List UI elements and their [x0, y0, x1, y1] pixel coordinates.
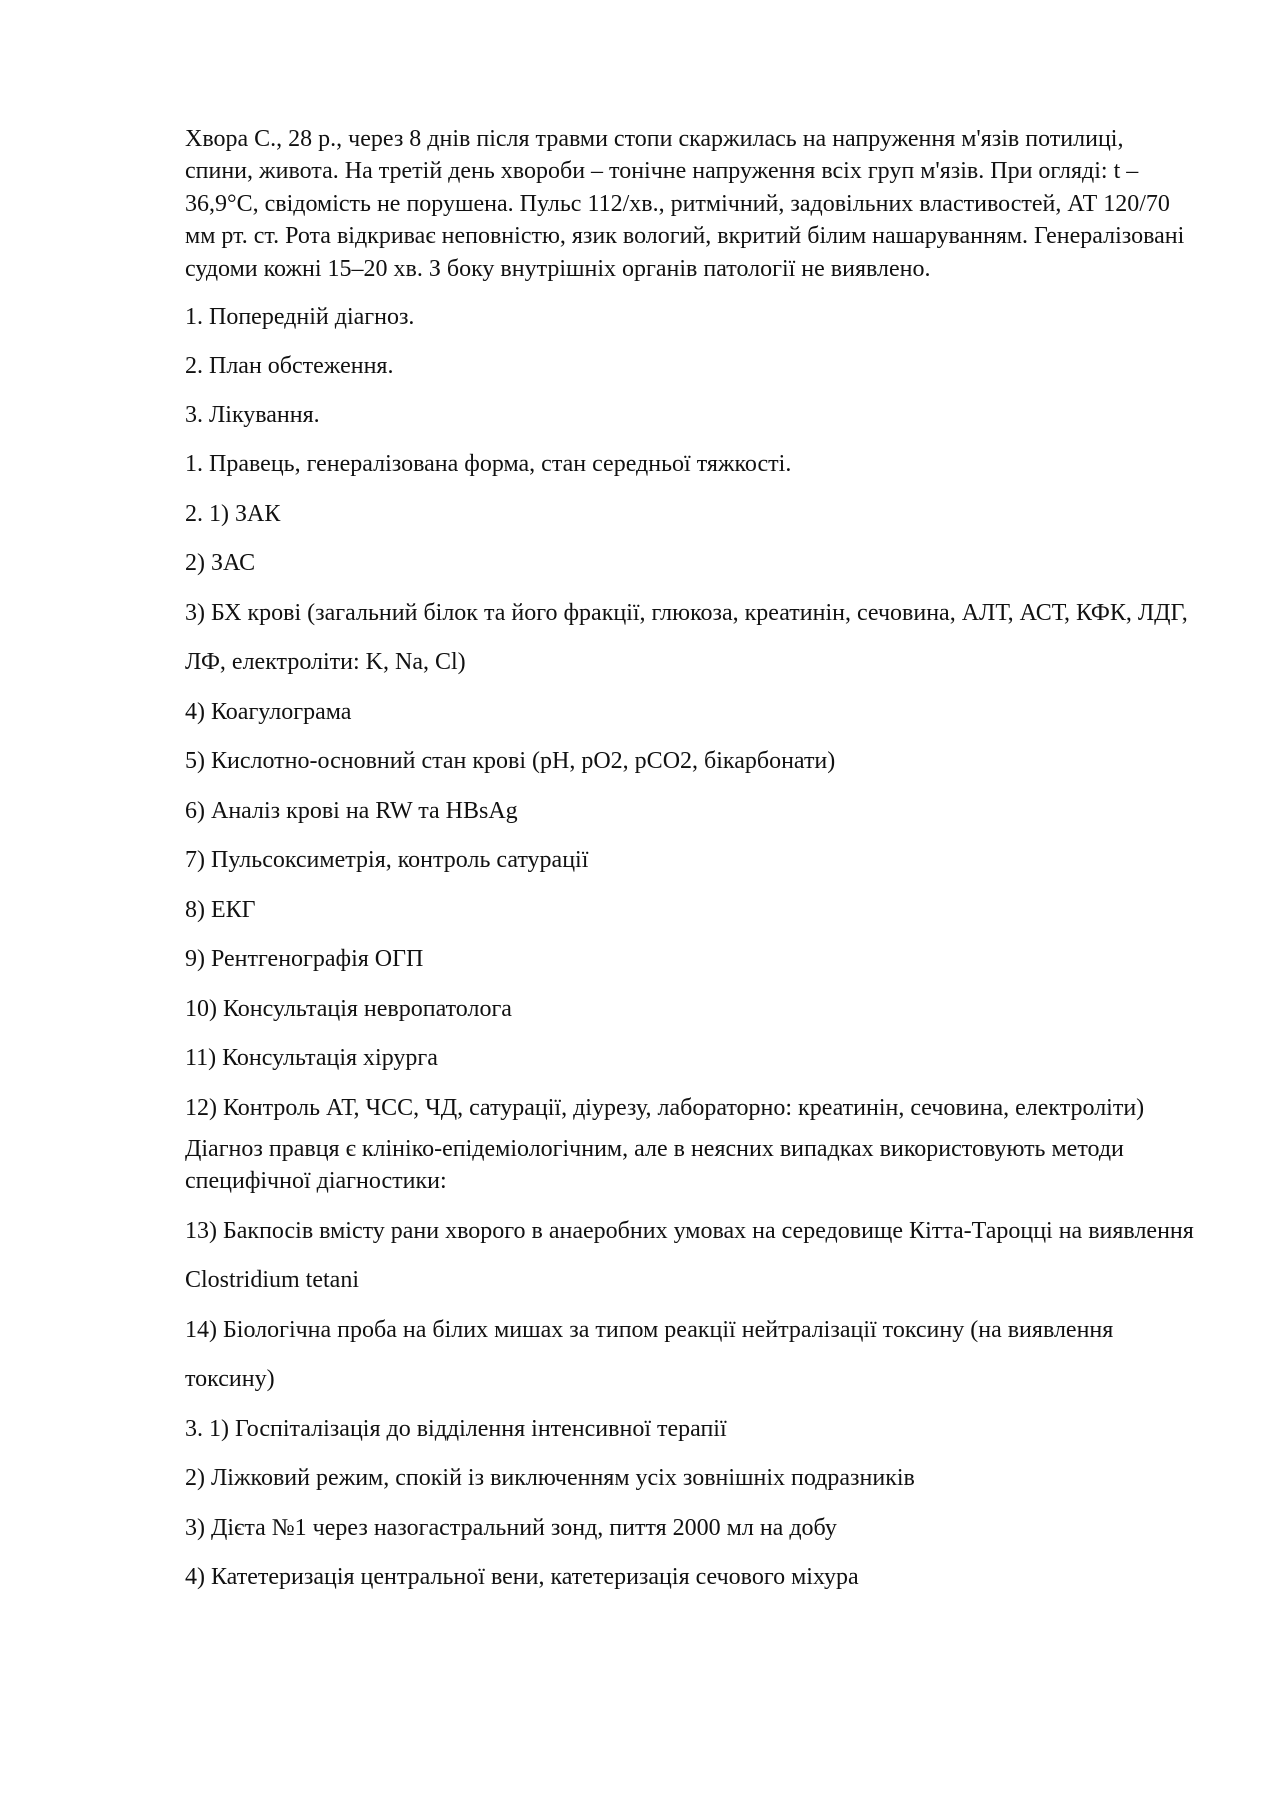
- treatment-item: 2) Ліжковий режим, спокій із виключенням усіх зовнішніх подразників: [185, 1465, 915, 1492]
- exam-item: 7) Пульсоксиметрія, контроль сатурації: [185, 847, 589, 874]
- treatment-item: 3. 1) Госпіталізація до відділення інтенсивної терапії: [185, 1415, 727, 1442]
- exam-item: 4) Коагулограма: [185, 698, 352, 725]
- question-1: 1. Попередній діагноз.: [185, 304, 415, 331]
- exam-item: 10) Консультація невропатолога: [185, 995, 512, 1022]
- treatment-item: 3) Дієта №1 через назогастральний зонд, пиття 2000 мл на добу: [185, 1514, 837, 1541]
- exam-item: 2) ЗАС: [185, 550, 256, 577]
- exam-item: 5) Кислотно-основний стан крові (pH, pO2, pCO2, бікарбонати): [185, 748, 836, 775]
- document-content: [185, 123, 1195, 1603]
- exam-item: 2. 1) ЗАК: [185, 500, 281, 527]
- exam-item: 8) ЕКГ: [185, 896, 256, 923]
- exam-item: 9) Рентгенографія ОГП: [185, 946, 424, 973]
- case-description: Хвора С., 28 р., через 8 днів після травми стопи скаржилась на напруження м'язів потилиці, спини, живота. На третій день хвороби – тонічне напруження всіх груп м'язів. При огляді: t – 36,9°С, свідомість не порушена. Пульс 112/хв., ритмічний, задовільних властивостей, АТ 120/70 мм рт. ст. Рота відкриває неповністю, язик вологий, вкритий білим нашаруванням. Генералізовані судоми кожні 15–20 хв. З боку внутрішніх органів патології не виявлено.: [185, 126, 1185, 282]
- question-3: 3. Лікування.: [185, 402, 320, 429]
- exam-item: 11) Консультація хірурга: [185, 1045, 438, 1072]
- diagnosis-note: Діагноз правця є клініко-епідеміологічним, але в неясних випадках використовують методи специфічної діагностики:: [185, 1136, 1124, 1195]
- specific-item: 14) Біологічна проба на білих мишах за типом реакції нейтралізації токсину (на виявлення токсину): [185, 1316, 1114, 1393]
- exam-item: 6) Аналіз крові на RW та HBsAg: [185, 797, 518, 824]
- exam-item: 12) Контроль АТ, ЧСС, ЧД, сатурації, діурезу, лабораторно: креатинін, сечовина, електроліти): [185, 1094, 1145, 1121]
- treatment-item: 4) Катетеризація центральної вени, катетеризація сечового міхура: [185, 1564, 859, 1591]
- answer-diagnosis: 1. Правець, генералізована форма, стан середньої тяжкості.: [185, 451, 792, 478]
- question-2: 2. План обстеження.: [185, 353, 394, 380]
- exam-item: 3) БХ крові (загальний білок та його фракції, глюкоза, креатинін, сечовина, АЛТ, АСТ, КФК, ЛДГ, ЛФ, електроліти: K, Na, Cl): [185, 599, 1188, 676]
- specific-item: 13) Бакпосів вмісту рани хворого в анаеробних умовах на середовище Кітта-Тароцці на виявлення Clostridium tetani: [185, 1217, 1194, 1294]
